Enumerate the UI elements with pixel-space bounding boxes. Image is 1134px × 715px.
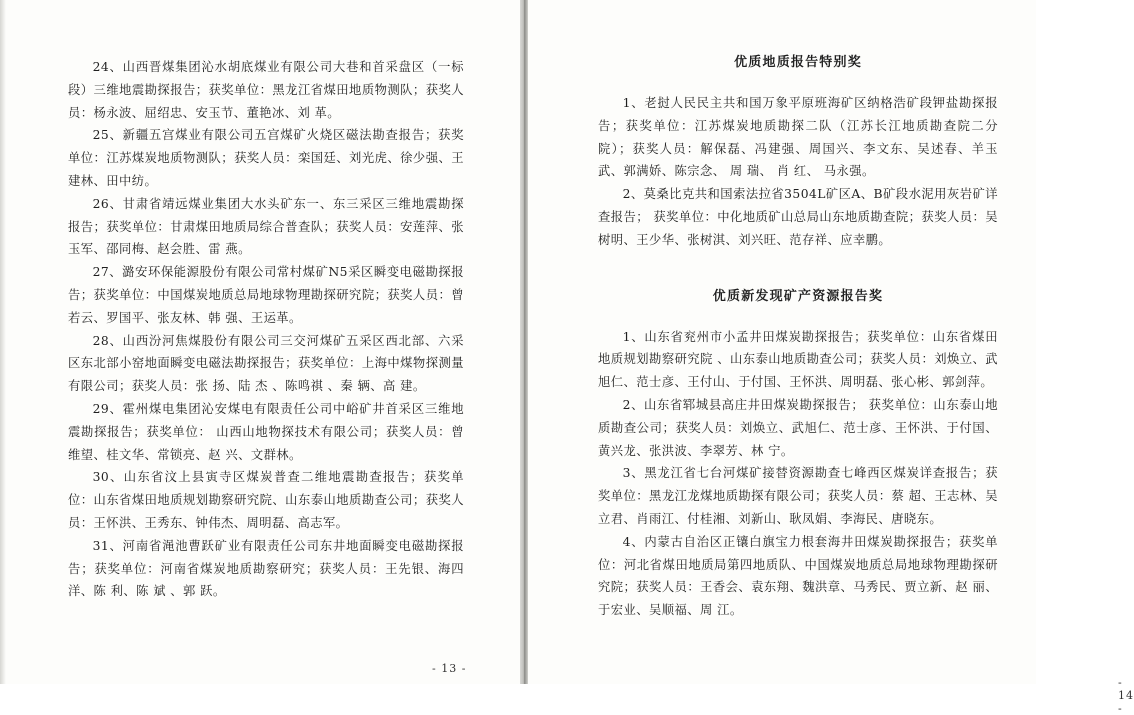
discovery-award-entry-1: 1、山东省兖州市小孟井田煤炭勘探报告；获奖单位：山东省煤田地质规划勘察研究院 、山东泰山地质勘查公司；获奖人员：刘焕立、武旭仁、范士彦、王付山、于付国、王怀洪、周明磊、张心彬、郭剑萍。 — [598, 329, 998, 390]
award-entry-31: 31、河南省渑池曹跃矿业有限责任公司东井地面瞬变电磁勘探报告；获奖单位：河南省煤炭地质勘察研究；获奖人员：王先银、海四洋、陈 利、陈 斌 、郭 跃。 — [68, 538, 464, 599]
discovery-award-entry-4: 4、内蒙古自治区正镶白旗宝力根套海井田煤炭勘探报告；获奖单位：河北省煤田地质局第四地质队、中国煤炭地质总局地球物理勘探研究院；获奖人员：王香会、袁东翔、魏洪章、马秀民、贾立新、赵 丽、于宏业、吴顺福、周 江。 — [598, 534, 998, 618]
discovery-award-entry-3: 3、黑龙江省七台河煤矿接替资源勘查七峰西区煤炭详查报告；获奖单位：黑龙江龙煤地质勘探有限公司；获奖人员：蔡 超、王志林、吴立君、肖雨江、付桂湘、刘新山、耿凤娟、李海民、唐晓东。 — [598, 466, 998, 526]
discovery-award-entry-2: 2、山东省郓城县高庄井田煤炭勘探报告； 获奖单位：山东泰山地质勘查公司；获奖人员：刘焕立、武旭仁、范士彦、王怀洪、于付国、黄兴龙、张洪波、李翠芳、林 宁。 — [598, 397, 998, 458]
left-page — [0, 0, 520, 684]
section-title-special-award: 优质地质报告特别奖 — [734, 55, 862, 70]
special-award-entry-1: 1、老挝人民民主共和国万象平原班海矿区纳格浩矿段钾盐勘探报告；获奖单位：江苏煤炭地质勘探二队（江苏长江地质勘查院二分院）；获奖人员：解保磊、冯建强、周国兴、李文东、吴述春、羊玉武、郭满娇、陈宗念、 周 瑞、 肖 红、 马永强。 — [598, 96, 998, 179]
book-gutter — [520, 0, 528, 684]
award-entry-29: 29、霍州煤电集团沁安煤电有限责任公司中峪矿井首采区三维地震勘探报告；获奖单位： 山西山地物探技术有限公司；获奖人员：曾维望、桂文华、常锁亮、赵 兴、文群林。 — [68, 401, 464, 462]
award-entry-28: 28、山西汾河焦煤股份有限公司三交河煤矿五采区西北部、六采区东北部小窑地面瞬变电磁法勘探报告；获奖单位：上海中煤物探测量有限公司；获奖人员：张 扬、陆 杰 、陈鸣祺 、秦 辆、高 建。 — [68, 333, 464, 394]
award-entry-24: 24、山西晋煤集团沁水胡底煤业有限公司大巷和首采盘区（一标段）三维地震勘探报告；获奖单位：黑龙江省煤田地质物测队；获奖人员：杨永波、屈绍忠、安玉节、董艳冰、刘 革。 — [68, 60, 464, 120]
page-number-right: - 14 - — [1118, 676, 1134, 715]
right-page-body — [598, 52, 998, 622]
page-number-left: - 13 - — [432, 662, 467, 675]
award-entry-30: 30、山东省汶上县寅寺区煤炭普查二维地震勘查报告；获奖单位：山东省煤田地质规划勘察研究院、山东泰山地质勘查公司；获奖人员：王怀洪、王秀东、钟伟杰、周明磊、高志军。 — [68, 470, 464, 530]
left-page-body — [68, 56, 464, 603]
section-title-new-discovery-award: 优质新发现矿产资源报告奖 — [712, 288, 884, 304]
award-entry-27: 27、潞安环保能源股份有限公司常村煤矿N5采区瞬变电磁勘探报告；获奖单位：中国煤炭地质总局地球物理勘探研究院；获奖人员：曾若云、罗国平、张友林、韩 强、王运革。 — [68, 265, 464, 325]
right-page — [528, 0, 1134, 715]
special-award-entry-2: 2、莫桑比克共和国索法拉省3504L矿区A、B矿段水泥用灰岩矿详查报告； 获奖单位：中化地质矿山总局山东地质勘查院；获奖人员：吴树明、王少华、张树淇、刘兴旺、范存祥、应幸鹏。 — [598, 187, 998, 247]
award-entry-26: 26、甘肃省靖远煤业集团大水头矿东一、东三采区三维地震勘探报告；获奖单位：甘肃煤田地质局综合普查队；获奖人员：安莲萍、张玉军、邵同梅、赵会胜、雷 燕。 — [68, 196, 464, 257]
award-entry-25: 25、新疆五宫煤业有限公司五宫煤矿火烧区磁法勘查报告；获奖单位：江苏煤炭地质物测队；获奖人员：栾国廷、刘光虎、徐少强、王建林、田中纺。 — [68, 128, 464, 188]
page-edge-shadow — [0, 0, 6, 684]
